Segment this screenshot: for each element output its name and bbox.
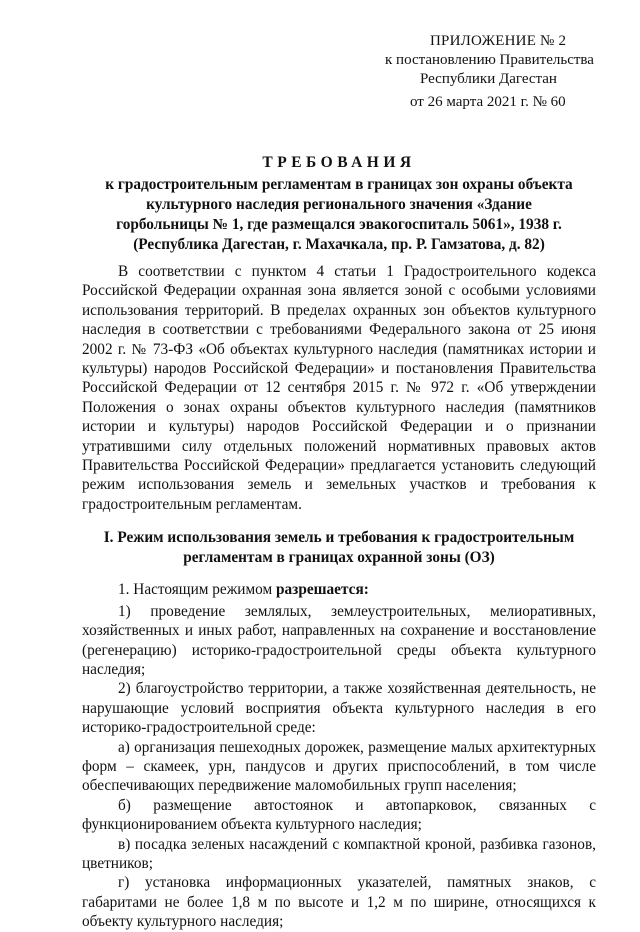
title-line-4: (Республика Дагестан, г. Махачкала, пр. Р. Гамзатова, д. 82)	[133, 236, 545, 253]
title-line-1: к градостроительным регламентам в границах зон охраны объекта	[105, 176, 573, 193]
appendix-header	[340, 32, 600, 112]
title-line-2: культурного наследия регионального значения «Здание	[146, 196, 532, 213]
document-body	[82, 262, 596, 932]
section-1-title-line-1: I. Режим использования земель и требования к градостроительным	[103, 529, 575, 547]
lead-prefix: 1. Настоящим режимом	[118, 581, 277, 599]
title-word: ТРЕБОВАНИЯ	[262, 154, 416, 171]
lead-bold: разрешается:	[276, 581, 369, 599]
list-item: 2) благоустройство территории, а также хозяйственная деятельность, не нарушающие условий восприятия объекта культурного наследия в его историко-градостроительной среде:	[82, 680, 596, 737]
sub-list-item: г) установка информационных указателей, памятных знаков, с габаритами не более 1,8 м по высоте и 1,2 м по ширине, относящихся к объекту культурного наследия;	[82, 874, 596, 931]
appendix-date: от 26 марта 2021 г. № 60	[410, 94, 566, 110]
sub-list-item: б) размещение автостоянок и автопарковок, связанных с функционированием объекта культурного наследия;	[82, 796, 596, 834]
appendix-reference: к постановлению Правительства	[385, 52, 594, 68]
list-item: 1) проведение землялых, землеустроительных, мелиоративных, хозяйственных и иных работ, направленных на сохранение и восстановление (регенерацию) историко-градостроительной среды объекта культурного наследия;	[82, 602, 596, 678]
document-title	[82, 153, 596, 255]
intro-paragraph: В соответствии с пунктом 4 статьи 1 Градостроительного кодекса Российской Федерации охранная зона является зоной с особыми условиями использования территорий. В пределах охранных зон объектов культурного наследия в соответствии с требованиями Федерального закона от 25 июня 2002 г. № 73-ФЗ «Об объектах культурного наследия (памятниках истории и культуры) народов Российской Федерации» и постановления Правительства Российской Федерации от 12 сентября 2015 г. № 972 г. «Об утверждении Положения о зонах охраны объектов культурного наследия (памятников истории и культуры) народов Российской Федерации и о признании утратившими силу отдельных положений нормативных правовых актов Правительства Российской Федерации» предлагается установить следующий режим использования земель и земельных участков и требования к градостроительным регламентам.	[82, 263, 596, 513]
sub-list-item: в) посадка зеленых насаждений с компактной кроной, разбивка газонов, цветников;	[82, 835, 596, 872]
title-line-3: горбольницы № 1, где размещался эвакогоспиталь 5061», 1938 г.	[116, 216, 562, 233]
appendix-number: ПРИЛОЖЕНИЕ № 2	[430, 33, 567, 49]
appendix-government: Республики Дагестан	[420, 71, 557, 87]
section-1-title-line-2: регламентам в границах охранной зоны (ОЗ)	[183, 549, 495, 567]
section-1-lead	[82, 580, 596, 599]
sub-list-item: а) организация пешеходных дорожек, размещение малых архитектурных форм – скамеек, урн, пандусов и других приспособлений, в том числе обеспечивающих передвижение маломобильных групп населения;	[82, 738, 596, 795]
section-1-title	[82, 528, 596, 568]
